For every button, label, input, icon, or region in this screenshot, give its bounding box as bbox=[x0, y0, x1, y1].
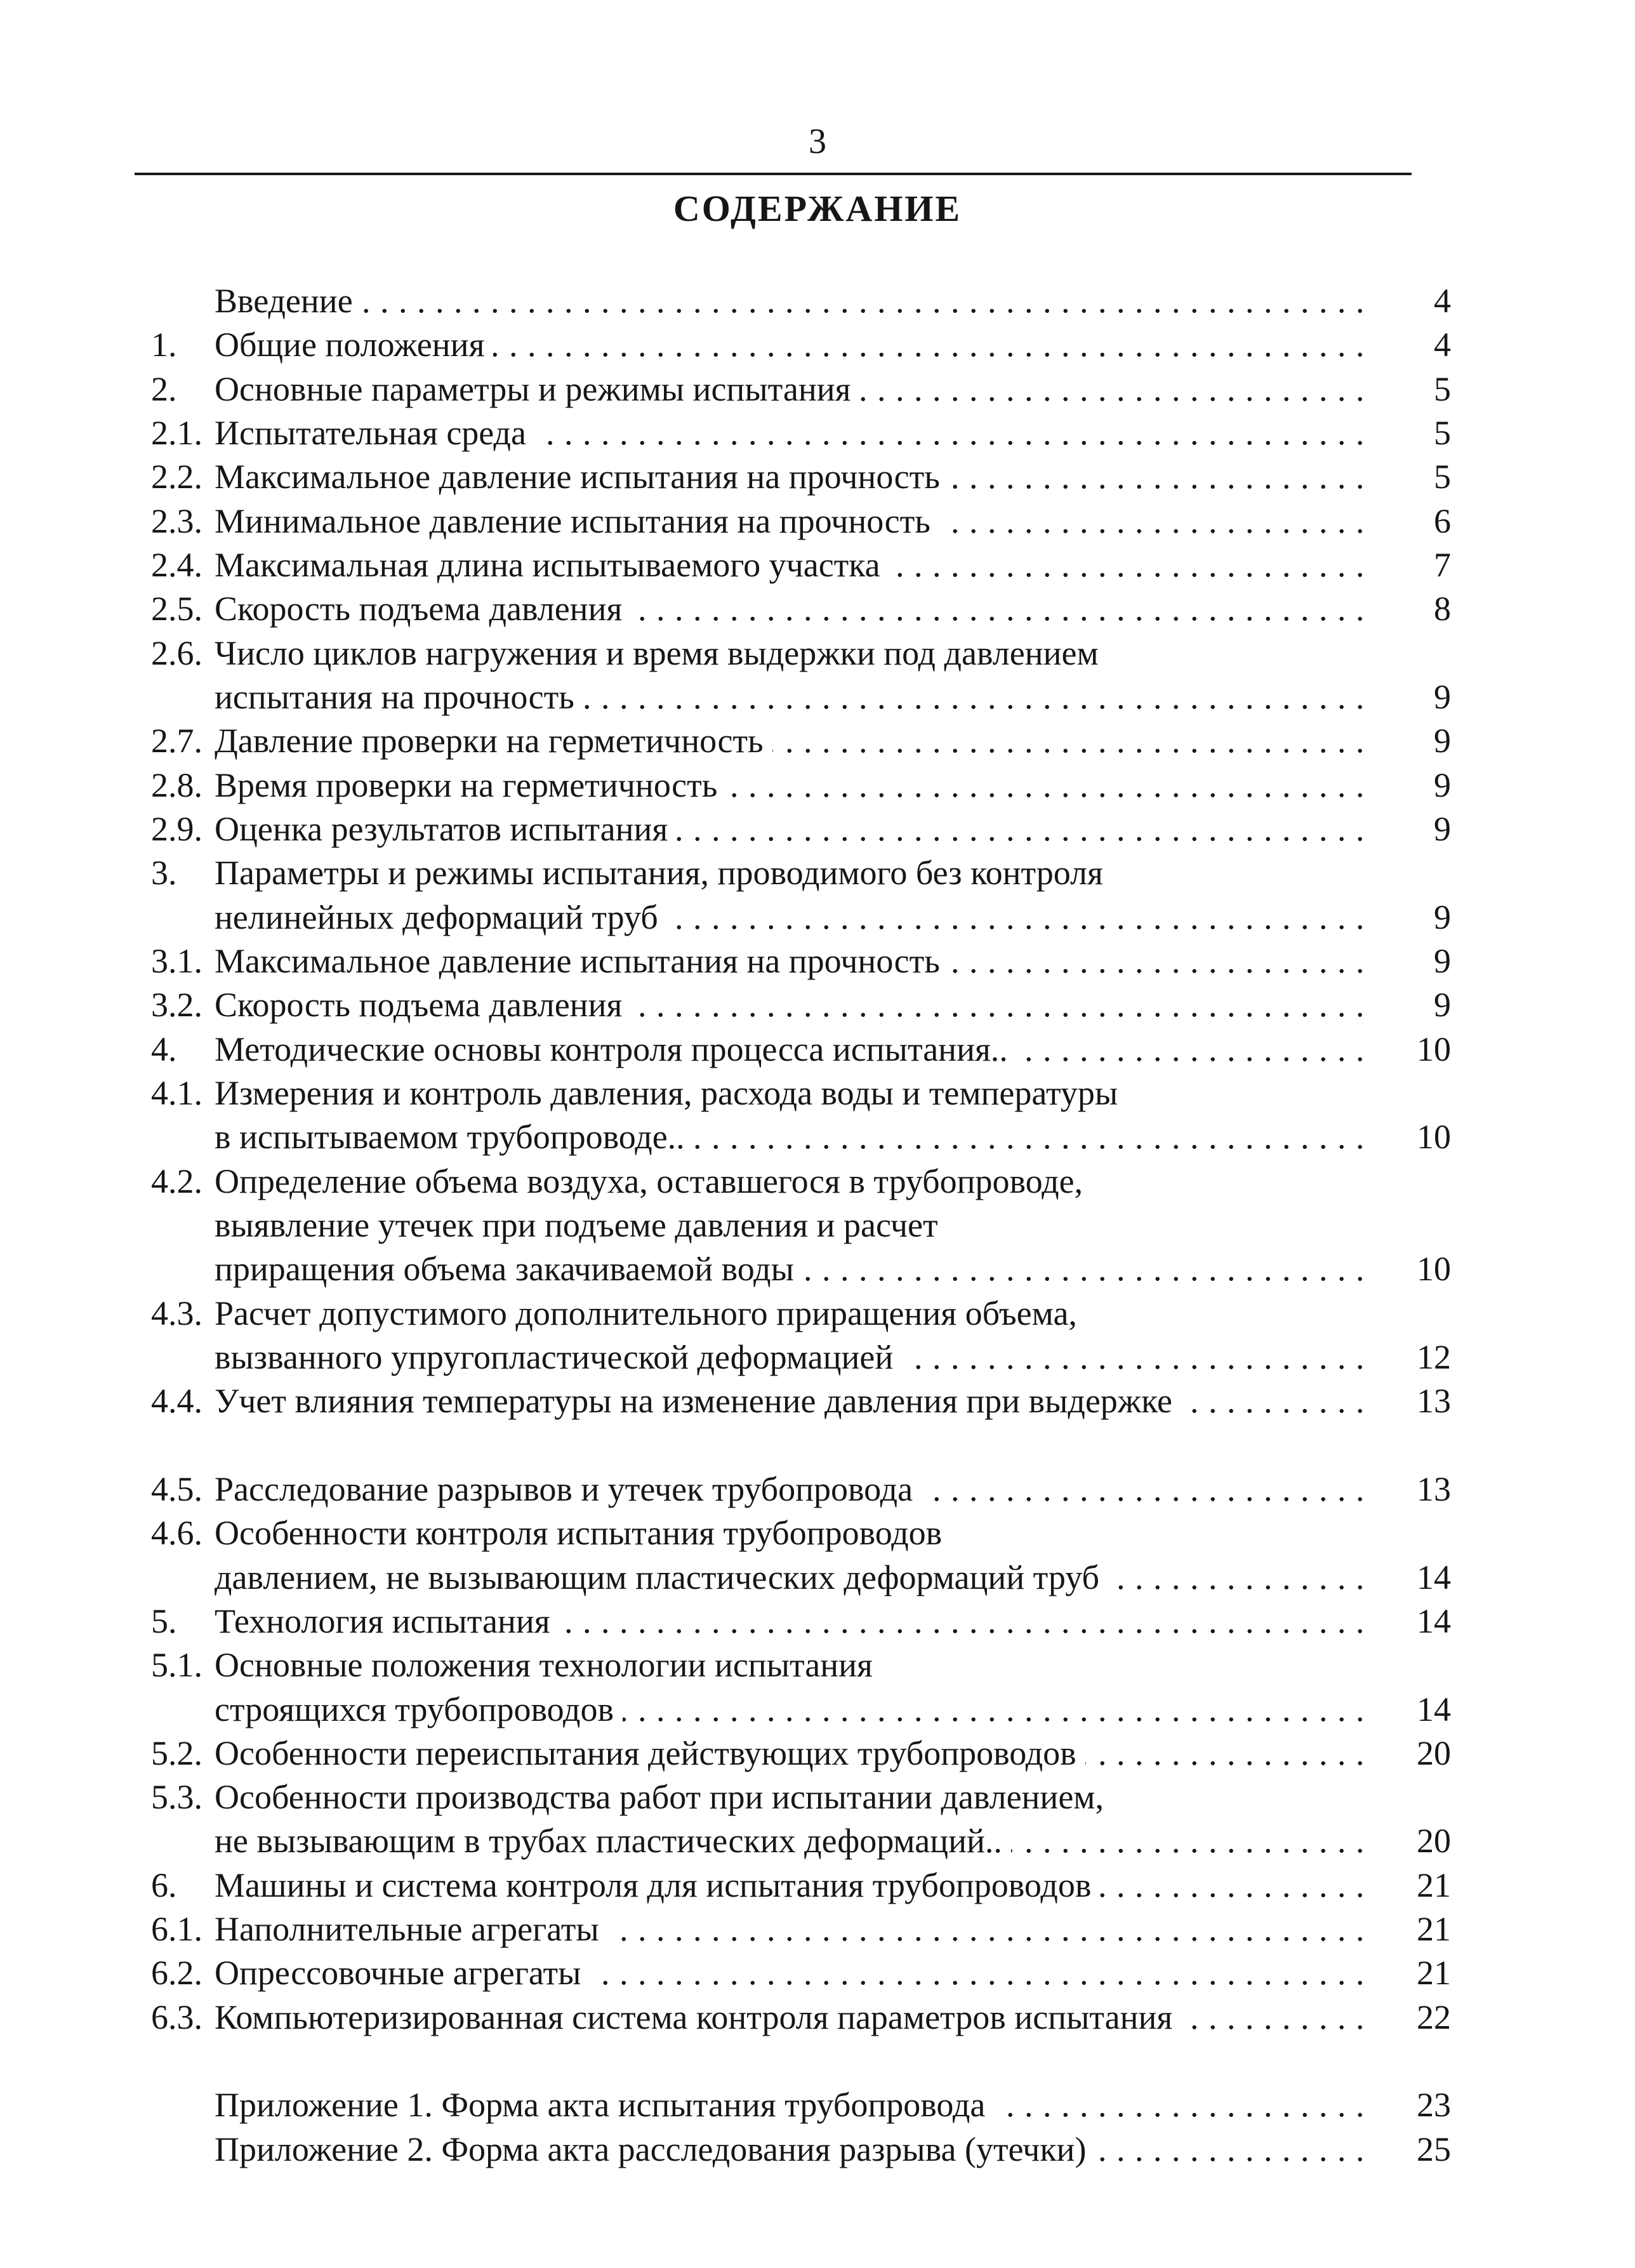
toc-entry-title-line bbox=[215, 501, 1376, 541]
toc-entry-title-line bbox=[215, 1734, 1376, 1773]
toc-entry-number: 4.2. bbox=[151, 1162, 202, 1200]
toc-entry-title: Наполнительные агрегаты bbox=[215, 1910, 608, 1948]
toc-entry bbox=[0, 1772, 1635, 1816]
toc-entry-number: 2.4. bbox=[151, 545, 202, 584]
toc-entry-number: 5.2. bbox=[151, 1734, 202, 1772]
toc-entry-title: Особенности переиспытания действующих трубопроводов bbox=[215, 1734, 1085, 1772]
toc-entry bbox=[0, 980, 1635, 1024]
toc-entry-number: 3. bbox=[151, 854, 177, 892]
toc-entry bbox=[0, 672, 1635, 716]
toc-entry-number: 2.9. bbox=[151, 809, 202, 848]
toc-entry-title: вызванного упругопластической деформацией bbox=[215, 1338, 902, 1376]
toc-entry bbox=[0, 1244, 1635, 1288]
toc-entry-page: 6 bbox=[1434, 501, 1451, 540]
toc-entry-title: Измерения и контроль давления, расхода воды и температуры bbox=[215, 1074, 1127, 1112]
toc-entry-title: Оценка результатов испытания bbox=[215, 810, 677, 848]
toc-entry-page: 9 bbox=[1434, 941, 1451, 980]
toc-entry-number: 5.1. bbox=[151, 1646, 202, 1685]
toc-entry-number: 4.5. bbox=[151, 1469, 202, 1508]
toc-entry-title: Максимальное давление испытания на прочность bbox=[215, 458, 949, 496]
toc-entry-page: 20 bbox=[1417, 1734, 1451, 1772]
toc-entry-title-line bbox=[215, 1117, 1376, 1157]
toc-entry bbox=[0, 1948, 1635, 1992]
toc-entry bbox=[0, 716, 1635, 760]
toc-entry-title: строящихся трубопроводов bbox=[215, 1690, 623, 1728]
toc-entry bbox=[0, 2080, 1635, 2124]
toc-entry-number: 4. bbox=[151, 1030, 177, 1068]
toc-entry bbox=[0, 584, 1635, 628]
toc-entry-title: Определение объема воздуха, оставшегося в трубопроводе, bbox=[215, 1162, 1092, 1200]
toc-entry-title: Введение bbox=[215, 282, 362, 320]
toc-entry-number: 4.4. bbox=[151, 1382, 202, 1421]
toc-entry-page: 9 bbox=[1434, 766, 1451, 804]
toc-entry-title-line bbox=[215, 1777, 1376, 1817]
toc-entry-page: 14 bbox=[1417, 1558, 1451, 1596]
toc-entry-title-line bbox=[215, 1821, 1376, 1860]
toc-entry-title-line bbox=[215, 1030, 1376, 1069]
toc-entry bbox=[0, 496, 1635, 540]
toc-entry-title: Учет влияния температуры на изменение давления при выдержке bbox=[215, 1382, 1181, 1420]
toc-entry-page: 5 bbox=[1434, 458, 1451, 496]
toc-entry-page: 13 bbox=[1417, 1382, 1451, 1421]
toc-entry bbox=[0, 452, 1635, 496]
toc-entry-number: 3.2. bbox=[151, 986, 202, 1025]
toc-entry bbox=[0, 1112, 1635, 1156]
toc-entry bbox=[0, 1376, 1635, 1420]
toc-entry-title: Скорость подъема давления bbox=[215, 590, 631, 628]
toc-entry-title: Число циклов нагружения и время выдержки под давлением bbox=[215, 634, 1108, 672]
toc-entry-title-line bbox=[215, 985, 1376, 1025]
toc-entry-page: 23 bbox=[1417, 2086, 1451, 2125]
toc-entry-number: 2.2. bbox=[151, 458, 202, 496]
toc-entry-page: 7 bbox=[1434, 545, 1451, 584]
toc-entry-title: Максимальное давление испытания на прочность bbox=[215, 942, 949, 980]
toc-entry-page: 8 bbox=[1434, 590, 1451, 628]
toc-entry-title: Методические основы контроля процесса испытания.. bbox=[215, 1030, 1017, 1068]
toc-entry-title: Основные положения технологии испытания bbox=[215, 1646, 882, 1684]
toc-entry bbox=[0, 892, 1635, 936]
toc-entry-title-line bbox=[215, 898, 1376, 937]
toc-entry-title: Расчет допустимого дополнительного приращения объема, bbox=[215, 1294, 1086, 1332]
toc-entry-title-line bbox=[215, 1909, 1376, 1949]
toc-entry-title-line bbox=[215, 1866, 1376, 1905]
toc-entry bbox=[0, 1025, 1635, 1068]
toc-entry-number: 3.1. bbox=[151, 941, 202, 980]
toc-entry-page: 5 bbox=[1434, 413, 1451, 452]
toc-entry-title-line bbox=[215, 941, 1376, 981]
toc-entry bbox=[0, 1068, 1635, 1112]
toc-entry-title: Технология испытания bbox=[215, 1602, 559, 1640]
toc-entry-page: 10 bbox=[1417, 1030, 1451, 1068]
toc-entry-number: 6.1. bbox=[151, 1910, 202, 1949]
toc-entry-title-line bbox=[215, 1381, 1376, 1421]
toc-entry bbox=[0, 1728, 1635, 1772]
toc-entry bbox=[0, 804, 1635, 848]
toc-entry-title: Давление проверки на герметичность bbox=[215, 722, 772, 760]
toc-spacer bbox=[0, 1421, 1635, 1464]
toc-entry-number: 4.3. bbox=[151, 1294, 202, 1332]
toc-entry-title: Приложение 1. Форма акта испытания трубопровода bbox=[215, 2086, 994, 2124]
toc-entry-title: Компьютеризированная система контроля параметров испытания bbox=[215, 1998, 1181, 2036]
toc-entry-title-line bbox=[215, 545, 1376, 585]
toc-entry-title: Минимальное давление испытания на прочность bbox=[215, 502, 939, 540]
toc-entry-page: 9 bbox=[1434, 677, 1451, 716]
toc-entry-title-line bbox=[215, 1558, 1376, 1597]
toc-entry bbox=[0, 936, 1635, 980]
toc-entry-title-line bbox=[215, 589, 1376, 628]
toc-entry-title-line bbox=[215, 1602, 1376, 1641]
toc-entry bbox=[0, 1553, 1635, 1596]
toc-entry-title-line bbox=[215, 2130, 1376, 2169]
toc-entry-title-line bbox=[215, 1690, 1376, 1729]
toc-entry-title-line bbox=[215, 1205, 1376, 1245]
toc-entry bbox=[0, 276, 1635, 320]
toc-entry-title: Особенности производства работ при испытании давлением, bbox=[215, 1778, 1113, 1816]
toc-entry-page: 22 bbox=[1417, 1998, 1451, 2036]
toc-entry-title-line bbox=[215, 369, 1376, 409]
toc-entry-title-line bbox=[215, 766, 1376, 805]
toc-entry bbox=[0, 1508, 1635, 1552]
toc-entry bbox=[0, 1640, 1635, 1684]
toc-entry bbox=[0, 628, 1635, 672]
toc-entry-page: 10 bbox=[1417, 1118, 1451, 1157]
toc-entry-page: 10 bbox=[1417, 1250, 1451, 1289]
toc-entry-page: 21 bbox=[1417, 1910, 1451, 1949]
toc-entry-number: 2.7. bbox=[151, 722, 202, 760]
toc-entry-page: 25 bbox=[1417, 2130, 1451, 2168]
toc-entry-number: 1. bbox=[151, 326, 177, 364]
toc-entry-page: 13 bbox=[1417, 1469, 1451, 1508]
toc-entry bbox=[0, 1157, 1635, 1200]
toc-entry bbox=[0, 1289, 1635, 1332]
toc-entry-number: 6.3. bbox=[151, 1998, 202, 2036]
toc-entry-number: 2.6. bbox=[151, 633, 202, 672]
toc-entry-number: 2.8. bbox=[151, 766, 202, 804]
toc-spacer bbox=[0, 2036, 1635, 2080]
toc-entry-number: 5.3. bbox=[151, 1778, 202, 1817]
toc-entry bbox=[0, 1993, 1635, 2036]
toc-entry-number: 4.6. bbox=[151, 1514, 202, 1553]
toc-entry bbox=[0, 1860, 1635, 1904]
toc-entry-title-line bbox=[215, 1953, 1376, 1993]
toc-entry-page: 5 bbox=[1434, 369, 1451, 408]
toc-entry-number: 6. bbox=[151, 1866, 177, 1904]
toc-entry-page: 9 bbox=[1434, 898, 1451, 936]
toc-entry-title: Параметры и режимы испытания, проводимого без контроля bbox=[215, 854, 1112, 892]
toc-entry-title: Приложение 2. Форма акта расследования разрыва (утечки) bbox=[215, 2130, 1095, 2168]
toc-entry-title: Расследование разрывов и утечек трубопровода bbox=[215, 1470, 922, 1508]
toc-entry bbox=[0, 2125, 1635, 2168]
toc-entry-title-line bbox=[215, 1645, 1376, 1685]
toc-entry-title: Время проверки на герметичность bbox=[215, 766, 726, 804]
header-rule bbox=[135, 173, 1412, 175]
toc-entry-number: 6.2. bbox=[151, 1954, 202, 1993]
toc-entry-title: нелинейных деформаций труб bbox=[215, 898, 667, 936]
toc-entry bbox=[0, 320, 1635, 364]
toc-entry-title-line bbox=[215, 1073, 1376, 1113]
toc-entry-page: 9 bbox=[1434, 986, 1451, 1025]
toc-entry-page: 14 bbox=[1417, 1602, 1451, 1640]
toc-entry bbox=[0, 364, 1635, 408]
toc-entry-title-line bbox=[215, 633, 1376, 673]
toc-entry-title: Основные параметры и режимы испытания bbox=[215, 370, 859, 408]
toc-entry-title-line bbox=[215, 281, 1376, 321]
toc-entry-title-line bbox=[215, 1998, 1376, 2037]
toc-entry-title: выявление утечек при подъеме давления и расчет bbox=[215, 1206, 947, 1244]
toc-entry bbox=[0, 1685, 1635, 1728]
toc-entry-title: Машины и система контроля для испытания трубопроводов bbox=[215, 1866, 1100, 1904]
toc-entry bbox=[0, 760, 1635, 804]
toc-entry-page: 21 bbox=[1417, 1954, 1451, 1993]
toc-entry-page: 9 bbox=[1434, 809, 1451, 848]
toc-entry bbox=[0, 540, 1635, 584]
toc-entry-number: 2. bbox=[151, 369, 177, 408]
toc-entry-title-line bbox=[215, 677, 1376, 717]
toc-entry bbox=[0, 1904, 1635, 1948]
toc-entry-number: 2.1. bbox=[151, 413, 202, 452]
toc-entry-title: Особенности контроля испытания трубопроводов bbox=[215, 1514, 951, 1552]
toc-entry-title-line bbox=[215, 1249, 1376, 1289]
toc-entry-page: 12 bbox=[1417, 1337, 1451, 1376]
toc-entry-page: 20 bbox=[1417, 1822, 1451, 1860]
toc-entry-title-line bbox=[215, 457, 1376, 496]
toc-entry bbox=[0, 1596, 1635, 1640]
toc-entry-page: 4 bbox=[1434, 326, 1451, 364]
toc-entry-title: Испытательная среда bbox=[215, 414, 535, 452]
toc-entry-title: Опрессовочные агрегаты bbox=[215, 1954, 590, 1992]
toc-entry-number: 4.1. bbox=[151, 1073, 202, 1112]
toc-entry-title: Общие положения bbox=[215, 326, 493, 364]
toc-entry-page: 4 bbox=[1434, 282, 1451, 320]
page-number: 3 bbox=[809, 122, 826, 161]
toc-entry-title: Скорость подъема давления bbox=[215, 986, 631, 1024]
toc-entry-title-line bbox=[215, 1469, 1376, 1509]
toc-entry-number: 2.3. bbox=[151, 501, 202, 540]
toc-entry-title-line bbox=[215, 1337, 1376, 1377]
toc-entry-number: 2.5. bbox=[151, 590, 202, 628]
page-title: СОДЕРЖАНИЕ bbox=[673, 188, 962, 229]
toc-entry-title: не вызывающим в трубах пластических деформаций.. bbox=[215, 1822, 1011, 1860]
toc-entry-title: давлением, не вызывающим пластических деформаций труб bbox=[215, 1558, 1108, 1596]
toc-entry bbox=[0, 1200, 1635, 1244]
toc-entry-title-line bbox=[215, 1513, 1376, 1553]
toc-entry bbox=[0, 848, 1635, 892]
toc-entry bbox=[0, 1816, 1635, 1860]
toc-entry-title-line bbox=[215, 413, 1376, 453]
toc-entry bbox=[0, 1332, 1635, 1376]
toc-entry-title-line bbox=[215, 1162, 1376, 1201]
toc-entry-title-line bbox=[215, 853, 1376, 892]
toc-entry-title: в испытываемом трубопроводе.. bbox=[215, 1118, 694, 1156]
toc-entry-title: приращения объема закачиваемой воды bbox=[215, 1250, 803, 1288]
toc-entry-number: 5. bbox=[151, 1602, 177, 1640]
toc-entry-title-line bbox=[215, 2085, 1376, 2125]
toc-entry-page: 9 bbox=[1434, 722, 1451, 760]
toc-entry-title: Максимальная длина испытываемого участка bbox=[215, 546, 889, 584]
toc-entry bbox=[0, 1464, 1635, 1508]
toc-entry-page: 21 bbox=[1417, 1866, 1451, 1904]
toc-entry-title: испытания на прочность bbox=[215, 678, 583, 716]
table-of-contents bbox=[0, 276, 1635, 2168]
toc-entry-title-line bbox=[215, 1294, 1376, 1333]
toc-entry-title-line bbox=[215, 809, 1376, 849]
toc-entry bbox=[0, 408, 1635, 452]
toc-entry-title-line bbox=[215, 721, 1376, 760]
toc-entry-title-line bbox=[215, 325, 1376, 364]
toc-entry-page: 14 bbox=[1417, 1690, 1451, 1728]
